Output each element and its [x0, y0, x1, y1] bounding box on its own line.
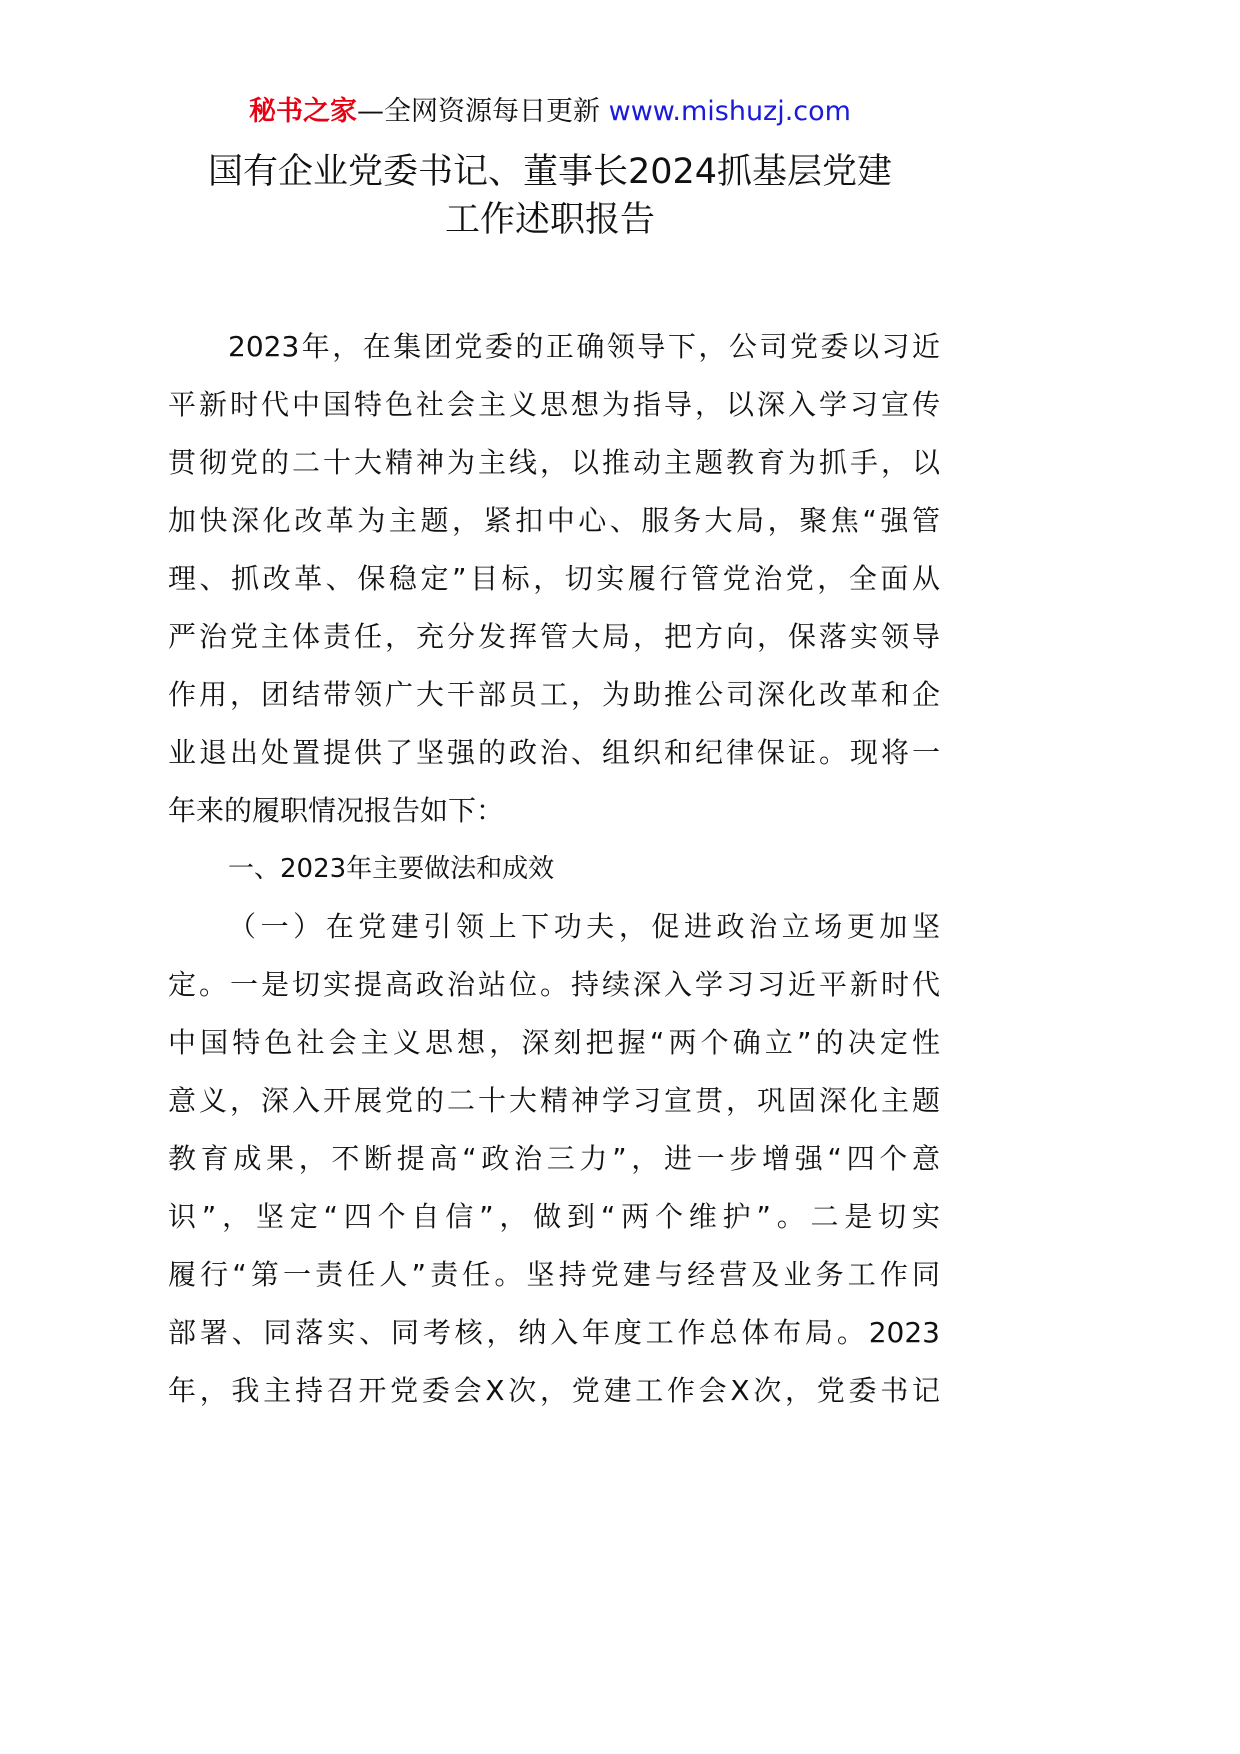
paragraph-line: 贯彻党的二十大精神为主线，以推动主题教育为抓手，以	[168, 446, 940, 479]
paragraph-intro	[168, 318, 940, 840]
paragraph-line: 教育成果，不断提高“政治三力”，进一步增强“四个意	[168, 1142, 940, 1175]
document-body	[168, 318, 940, 1420]
site-slogan: —全网资源每日更新	[357, 96, 601, 127]
paragraph-line: （一）在党建引领上下功夫，促进政治立场更加坚	[228, 910, 940, 943]
document-title-line-2: 工作述职报告	[444, 200, 655, 240]
paragraph-line: 年，我主持召开党委会X次，党建工作会X次，党委书记	[168, 1374, 940, 1407]
paragraph-line: 作用，团结带领广大干部员工，为助推公司深化改革和企	[168, 678, 940, 711]
paragraph-line: 部署、同落实、同考核，纳入年度工作总体布局。2023	[168, 1316, 940, 1349]
paragraph-line: 平新时代中国特色社会主义思想为指导，以深入学习宣传	[168, 388, 940, 421]
document-title-line-1: 国有企业党委书记、董事长2024抓基层党建	[207, 152, 893, 192]
paragraph-line: 2023年，在集团党委的正确领导下，公司党委以习近	[228, 330, 940, 363]
paragraph-line: 业退出处置提供了坚强的政治、组织和纪律保证。现将一	[168, 736, 940, 769]
paragraph-line: 识”，坚定“四个自信”，做到“两个维护”。二是切实	[168, 1200, 940, 1233]
section-heading: 一、2023年主要做法和成效	[228, 854, 555, 884]
paragraph-line: 严治党主体责任，充分发挥管大局，把方向，保落实领导	[168, 620, 940, 653]
paragraph-line: 定。一是切实提高政治站位。持续深入学习习近平新时代	[168, 968, 940, 1001]
site-header-banner	[0, 92, 1100, 132]
document-title	[0, 148, 1100, 244]
paragraph-section-1	[168, 898, 940, 1420]
paragraph-line: 年来的履职情况报告如下：	[168, 794, 505, 827]
paragraph-line: 加快深化改革为主题，紧扣中心、服务大局，聚焦“强管	[168, 504, 940, 537]
site-url-link[interactable]: www.mishuzj.com	[608, 96, 851, 127]
paragraph-line: 理、抓改革、保稳定”目标，切实履行管党治党，全面从	[168, 562, 940, 595]
site-brand-name: 秘书之家	[249, 96, 358, 127]
paragraph-line: 中国特色社会主义思想，深刻把握“两个确立”的决定性	[168, 1026, 940, 1059]
paragraph-line: 履行“第一责任人”责任。坚持党建与经营及业务工作同	[168, 1258, 940, 1291]
paragraph-line: 意义，深入开展党的二十大精神学习宣贯，巩固深化主题	[168, 1084, 940, 1117]
